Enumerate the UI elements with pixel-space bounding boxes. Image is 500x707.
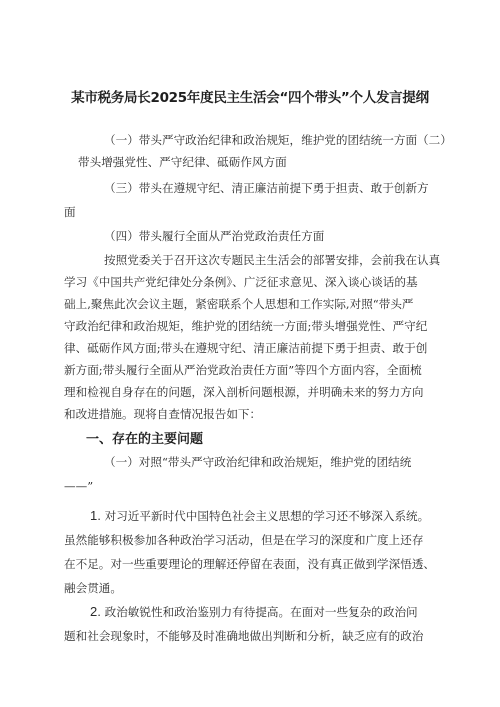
topic-line-5: （四）带头履行全面从严治党政治责任方面: [104, 229, 325, 243]
topic-line-1: （一）带头严守政治纪律和政治规矩，维护党的团结统一方面（二）: [104, 133, 452, 147]
item-1-first-line: [90, 508, 429, 524]
item-2-text: . 政治敏锐性和政治鉴别力有待提高。在面对一些复杂的政治问: [97, 605, 418, 619]
item-1-line-2: 虽然能够积极参加各种政治学习活动，但是在学习的深度和广度上还存: [64, 533, 424, 547]
topic-line-2: 带头增强党性、严守纪律、砥砺作风方面: [78, 155, 287, 169]
subsection-line-1: （一）对照“带头严守政治纪律和政治规矩，维护党的团结统: [104, 455, 412, 469]
intro-line-7: 理和检视自身存在的问题，深入剖析问题根源，并明确未来的努力方向: [64, 385, 424, 399]
subsection-line-2: ——”: [64, 479, 94, 493]
intro-line-2: 学习《中国共产党纪律处分条例》、广泛征求意见、深入谈心谈话的基: [64, 275, 418, 289]
intro-line-5: 律、砥砺作风方面;带头在遵规守纪、清正廉洁前提下勇于担责、敢于创: [64, 341, 428, 355]
document-title: 某市税务局长2025年度民主生活会“四个带头”个人发言提纲: [71, 90, 429, 106]
item-2-number: 2: [90, 604, 98, 619]
topic-line-3: （三）带头在遵规守纪、清正廉洁前提下勇于担责、敢于创新方: [104, 181, 429, 195]
topic-line-4: 面: [64, 205, 76, 219]
intro-line-3: 础上,聚焦此次会议主题，紧密联系个人思想和工作实际,对照“带头严: [64, 297, 414, 311]
item-2-line-2: 题和社会现象时，不能够及时准确地做出判断和分析，缺乏应有的政治: [64, 629, 424, 643]
item-2-first-line: [90, 604, 418, 620]
item-1-line-3: 在不足。对一些重要理论的理解还停留在表面，没有真正做到学深悟透、: [64, 557, 436, 571]
intro-line-1: 按照党委关于召开这次专题民主生活会的部署安排，会前我在认真: [104, 253, 441, 267]
item-1-number: 1: [90, 508, 98, 523]
intro-line-4: 守政治纪律和政治规矩，维护党的团结统一方面;带头增强党性、严守纪: [64, 319, 428, 333]
intro-line-6: 新方面;带头履行全面从严治党政治责任方面”等四个方面内容，全面梳: [64, 363, 422, 377]
intro-line-8: 和改进措施。现将自查情况报告如下：: [64, 407, 262, 421]
section-heading: 一、存在的主要问题: [86, 432, 204, 447]
item-1-line-4: 融会贯通。: [64, 581, 122, 595]
item-1-text: . 对习近平新时代中国特色社会主义思想的学习还不够深入系统。: [97, 509, 430, 523]
